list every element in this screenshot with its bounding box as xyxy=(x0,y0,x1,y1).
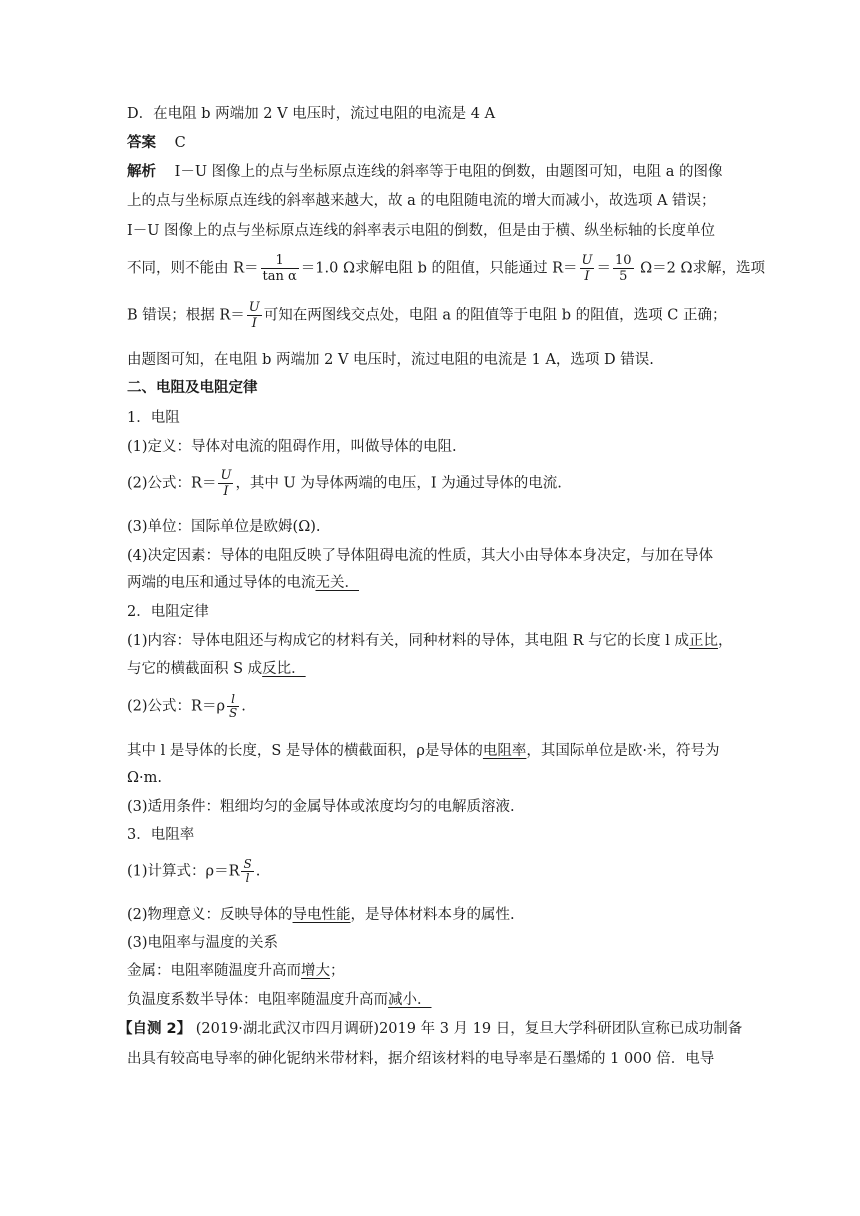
s2-content-answer-2: 反比． xyxy=(262,661,306,677)
s3-semi-a: 负温度系数半导体：电阻率随温度升高而 xyxy=(127,992,388,1008)
s3-metal-answer: 增大 xyxy=(301,963,330,979)
fraction-denominator: I xyxy=(251,316,257,331)
fraction-numerator: U xyxy=(581,253,593,268)
s3-semi-answer: 减小． xyxy=(388,992,432,1008)
s2-formula-b: . xyxy=(241,698,246,715)
s3-calc xyxy=(127,858,260,885)
analysis-line-5 xyxy=(127,300,726,331)
fraction-u-i xyxy=(580,253,595,284)
fraction-denominator: l xyxy=(245,871,250,885)
s2-content-b: ， xyxy=(718,633,733,649)
fraction-numerator: U xyxy=(220,468,232,483)
s1-factor-b: 两端的电压和通过导体的电流 xyxy=(127,575,316,591)
answer-value: C xyxy=(174,135,186,151)
analysis-text-5b: 可知在两图线交点处，电阻 a 的阻值等于电阻 b 的阻值，选项 C 正确； xyxy=(263,307,727,324)
fraction-numerator: 1 xyxy=(261,253,299,269)
s3-semiconductor xyxy=(127,990,432,1010)
s2-formula-a: (2)公式：R＝ρ xyxy=(127,698,225,715)
fraction-denominator: I xyxy=(584,269,590,284)
s2-content-a: (1)内容：导体电阻还与构成它的材料有关，同种材料的导体，其电阻 R 与它的长度 l 成 xyxy=(127,633,690,649)
fraction-10-5 xyxy=(613,253,634,284)
s2-content-answer-1: 正比 xyxy=(689,633,719,649)
s3-meaning xyxy=(127,905,515,925)
s1-title: 1．电阻 xyxy=(127,410,180,426)
fraction-tan xyxy=(261,253,299,284)
self-test-line-1 xyxy=(118,1019,742,1039)
s3-meaning-b: ，是导体材料本身的属性. xyxy=(350,907,515,923)
fraction-denominator: tan α xyxy=(262,269,297,284)
s1-factor-answer: 无关． xyxy=(315,575,359,591)
fraction-denominator: S xyxy=(228,706,238,720)
analysis-text-5a: B 错误；根据 R＝ xyxy=(127,307,245,324)
fraction-u-i xyxy=(247,300,262,331)
self-test-text-1: (2019·湖北武汉市四月调研)2019 年 3 月 19 日，复旦大学科研团队宣称已成功制备 xyxy=(191,1021,743,1037)
s2-where-1 xyxy=(127,741,720,761)
s3-calc-a: (1)计算式：ρ＝R xyxy=(127,863,240,880)
analysis-label: 解析 xyxy=(127,164,156,180)
s2-where-b: ，其国际单位是欧·米，符号为 xyxy=(526,743,720,759)
fraction-l-s xyxy=(227,693,239,720)
option-d: D．在电阻 b 两端加 2 V 电压时，流过电阻的电流是 4 A xyxy=(127,106,496,122)
answer-label: 答案 xyxy=(127,135,156,151)
analysis-line-6: 由题图可知，在电阻 b 两端加 2 V 电压时，流过电阻的电流是 1 A，选项 D 错误. xyxy=(127,352,654,368)
analysis-text-4c: ＝ xyxy=(596,260,611,277)
s2-where-answer: 电阻率 xyxy=(482,743,527,759)
s3-temperature: (3)电阻率与温度的关系 xyxy=(127,935,279,951)
s3-metal-a: 金属：电阻率随温度升高而 xyxy=(127,963,301,979)
analysis-text-1: I－U 图像上的点与坐标原点连线的斜率等于电阻的倒数，由题图可知，电阻 a 的图像 xyxy=(174,164,723,180)
self-test-tag: 【自测 2】 xyxy=(118,1021,192,1037)
analysis-line-4 xyxy=(127,253,765,284)
s1-definition: (1)定义：导体对电流的阻碍作用，叫做导体的电阻. xyxy=(127,439,457,455)
s1-unit: (3)单位：国际单位是欧姆(Ω). xyxy=(127,519,321,535)
fraction-numerator: S xyxy=(243,857,252,871)
s2-condition: (3)适用条件：粗细均匀的金属导体或浓度均匀的电解质溶液. xyxy=(127,799,515,815)
s2-title: 2．电阻定律 xyxy=(127,604,209,620)
analysis-line-1 xyxy=(127,162,723,182)
s3-meaning-a: (2)物理意义：反映导体的 xyxy=(127,907,293,923)
s2-formula xyxy=(127,693,246,720)
s2-content-c: 与它的横截面积 S 成 xyxy=(127,661,263,677)
fraction-numerator: 10 xyxy=(614,253,632,268)
s3-title: 3．电阻率 xyxy=(127,827,195,843)
s1-factor-2 xyxy=(127,573,359,593)
s1-formula-b: ，其中 U 为导体两端的电压，I 为通过导体的电流. xyxy=(235,475,562,492)
s2-where-a: 其中 l 是导体的长度，S 是导体的横截面积，ρ是导体的 xyxy=(127,743,483,759)
answer-line xyxy=(127,133,186,153)
s1-factor-1: (4)决定因素：导体的电阻反映了导体阻碍电流的性质，其大小由导体本身决定，与加在导体 xyxy=(127,548,714,564)
fraction-denominator: 5 xyxy=(619,269,628,284)
analysis-text-4d: Ω＝2 Ω求解，选项 xyxy=(635,260,766,277)
fraction-denominator: I xyxy=(223,484,229,499)
analysis-text-4b: ＝1.0 Ω求解电阻 b 的阻值，只能通过 R＝ xyxy=(300,260,578,277)
s3-metal-b: ； xyxy=(330,963,345,979)
s1-formula-a: (2)公式：R＝ xyxy=(127,475,217,492)
analysis-line-2: 上的点与坐标原点连线的斜率越来越大，故 a 的电阻随电流的增大而减小，故选项 A 错误； xyxy=(127,193,716,209)
s1-formula xyxy=(127,468,562,499)
fraction-numerator: l xyxy=(227,693,239,707)
analysis-text-4a: 不同，则不能由 R＝ xyxy=(127,260,259,277)
s2-where-2: Ω·m. xyxy=(127,770,162,786)
fraction-s-l xyxy=(241,858,253,885)
section-title: 二、电阻及电阻定律 xyxy=(127,380,258,396)
analysis-line-3: I－U 图像上的点与坐标原点连线的斜率表示电阻的倒数，但是由于横、纵坐标轴的长度单位 xyxy=(127,223,716,239)
s2-content-1 xyxy=(127,631,733,651)
s3-metal xyxy=(127,961,345,981)
self-test-line-2: 出具有较高电导率的砷化铌纳米带材料，据介绍该材料的电导率是石墨烯的 1 000 倍．电导 xyxy=(127,1051,715,1067)
fraction-u-i xyxy=(218,468,233,499)
s3-meaning-answer: 导电性能 xyxy=(292,907,351,923)
fraction-numerator: U xyxy=(248,300,260,315)
s2-content-2 xyxy=(127,659,306,679)
s3-calc-b: . xyxy=(255,863,261,880)
